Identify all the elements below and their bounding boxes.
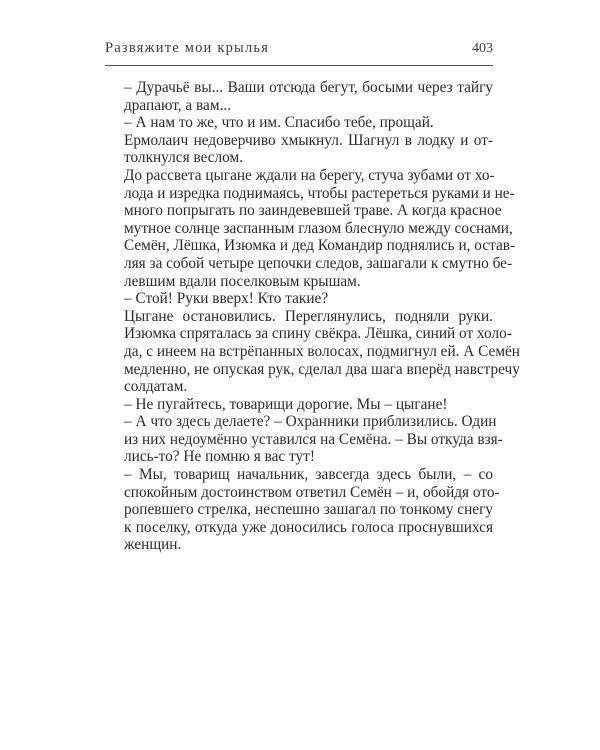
text-line: – Дурачьё вы... Ваши отсюда бегут, босыми через тайгу: [124, 79, 493, 96]
text-line: Семён, Лёшка, Изюмка и дед Командир поднялись и, остав-: [124, 237, 516, 255]
paragraph: [105, 307, 520, 396]
running-title: Развяжите мои крылья: [105, 40, 270, 56]
paragraph: [105, 114, 493, 132]
text-line: Цыгане остановились. Переглянулись, подняли руки.: [124, 307, 493, 325]
text-line: – Не пугайтесь, товарищи дорогие. Мы – цыгане!: [124, 395, 448, 413]
text-line: да, с инеем на встрёпанных волосах, подмигнул ей. А Семён: [124, 342, 520, 360]
body-text: [105, 79, 520, 554]
text-line: ропевшего стрелка, неспешно зашагал по тонкому снегу: [124, 501, 493, 519]
text-line: драпают, а вам...: [124, 96, 231, 114]
text-line: левшим вдали поселковым крышам.: [124, 272, 361, 290]
text-line: – А нам то же, что и им. Спасибо тебе, прощай.: [124, 114, 434, 132]
text-line: медленно, не опуская рук, сделал два шага вперёд навстречу: [124, 360, 520, 378]
running-head: [105, 40, 493, 60]
text-line: мутное солнце заспанным глазом блеснуло между соснами,: [124, 219, 513, 237]
paragraph: [105, 413, 503, 466]
text-line: – Мы, товарищ начальник, завсегда здесь были, – со: [124, 466, 493, 484]
header-rule: [105, 65, 493, 66]
text-line: толкнулся веслом.: [124, 149, 244, 167]
paragraph: [105, 79, 493, 114]
page-number: 403: [472, 41, 493, 56]
paragraph: [105, 166, 516, 290]
text-line: Изюмка спряталась за спину свёкра. Лёшка, синий от холо-: [124, 325, 512, 343]
text-line: из них недоумённо уставился на Семёна. – Вы откуда взя-: [124, 430, 503, 448]
text-line: лись-то? Не помню я вас тут!: [124, 448, 315, 466]
text-line: много попрыгать по заиндевевшей траве. А когда красное: [124, 202, 502, 220]
text-line: До рассвета цыгане ждали на берегу, стуча зубами от хо-: [124, 166, 495, 184]
text-line: солдатам.: [124, 378, 188, 396]
text-line: женщин.: [124, 536, 182, 554]
text-line: к поселку, откуда уже доносились голоса проснувшихся: [124, 518, 493, 536]
text-line: – А что здесь делаете? – Охранники приблизились. Один: [124, 413, 497, 431]
text-line: лода и изредка поднимаясь, чтобы растереться руками и не-: [124, 184, 515, 202]
paragraph: [105, 396, 493, 414]
text-line: ляя за собой четыре цепочки следов, зашагали к смутно бе-: [124, 254, 513, 272]
text-line: Ермолаич недоверчиво хмыкнул. Шагнул в лодку и от-: [124, 131, 493, 149]
text-line: спокойным достоинством ответил Семён – и, обойдя ото-: [124, 483, 500, 501]
paragraph: [105, 132, 493, 167]
paragraph: [105, 466, 500, 554]
text-line: – Стой! Руки вверх! Кто такие?: [124, 290, 329, 308]
paragraph: [105, 290, 493, 308]
